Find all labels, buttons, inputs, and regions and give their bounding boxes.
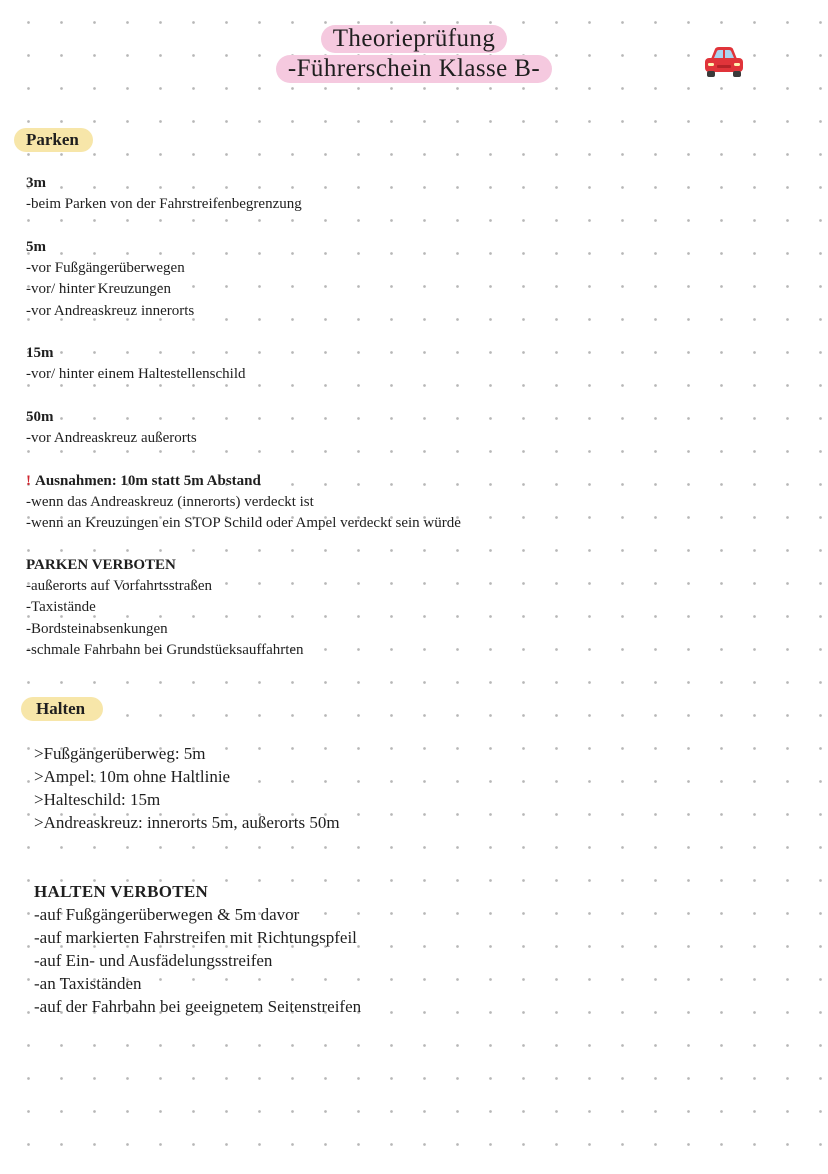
list-item: -auf Ein- und Ausfädelungsstreifen	[34, 951, 273, 970]
list-item: >Andreaskreuz: innerorts 5m, außerorts 50m	[34, 813, 340, 832]
list-item: -vor Fußgängerüberwegen	[26, 260, 185, 277]
exception-heading: Ausnahmen: 10m statt 5m Abstand	[35, 473, 261, 489]
list-item: -an Taxiständen	[34, 974, 142, 993]
section-label-parken: Parken	[14, 128, 93, 152]
list-item: -Taxistände	[26, 599, 96, 616]
parken-verboten-group	[26, 555, 304, 661]
list-item: -auf Fußgängerüberwegen & 5m davor	[34, 905, 300, 924]
list-item: -wenn an Kreuzungen ein STOP Schild oder Ampel verdeckt sein würde	[26, 515, 461, 532]
section-label-halten: Halten	[21, 697, 103, 721]
list-item: -wenn das Andreaskreuz (innerorts) verdeckt ist	[26, 494, 314, 511]
list-item: >Fußgängerüberweg: 5m	[34, 744, 206, 763]
exclamation-icon: !	[26, 473, 31, 489]
list-item: >Halteschild: 15m	[34, 790, 161, 809]
distance-heading: 5m	[26, 239, 46, 255]
list-item: -schmale Fahrbahn bei Grundstücksauffahrten	[26, 641, 304, 658]
car-icon	[702, 44, 746, 80]
parken-50m-group	[26, 407, 197, 449]
list-item: -außerorts auf Vorfahrtsstraßen	[26, 578, 213, 595]
list-item: -vor/ hinter einem Haltestellenschild	[26, 366, 246, 383]
distance-heading: 50m	[26, 409, 54, 425]
parken-3m-group	[26, 173, 302, 215]
list-item: -Bordsteinabsenkungen	[26, 620, 168, 637]
list-item: -vor Andreaskreuz innerorts	[26, 302, 195, 319]
list-item: -auf markierten Fahrstreifen mit Richtungspfeil	[34, 928, 357, 947]
distance-heading: 15m	[26, 345, 54, 361]
parken-15m-group	[26, 343, 246, 385]
list-item: -beim Parken von der Fahrstreifenbegrenzung	[26, 196, 302, 213]
title-line-1: Theorieprüfung	[321, 25, 508, 53]
distance-heading: 3m	[26, 175, 46, 191]
halten-distances	[34, 742, 340, 834]
halten-verboten-group	[34, 880, 361, 1018]
parken-exception-group	[26, 471, 461, 535]
list-item: -auf der Fahrbahn bei geeignetem Seitenstreifen	[34, 997, 362, 1016]
verboten-heading: PARKEN VERBOTEN	[26, 557, 176, 573]
list-item: -vor Andreaskreuz außerorts	[26, 430, 197, 447]
verboten-heading: HALTEN VERBOTEN	[34, 882, 209, 901]
list-item: >Ampel: 10m ohne Haltlinie	[34, 767, 231, 786]
parken-5m-group	[26, 237, 194, 322]
list-item: -vor/ hinter Kreuzungen	[26, 281, 171, 298]
title-line-2: -Führerschein Klasse B-	[276, 55, 552, 83]
